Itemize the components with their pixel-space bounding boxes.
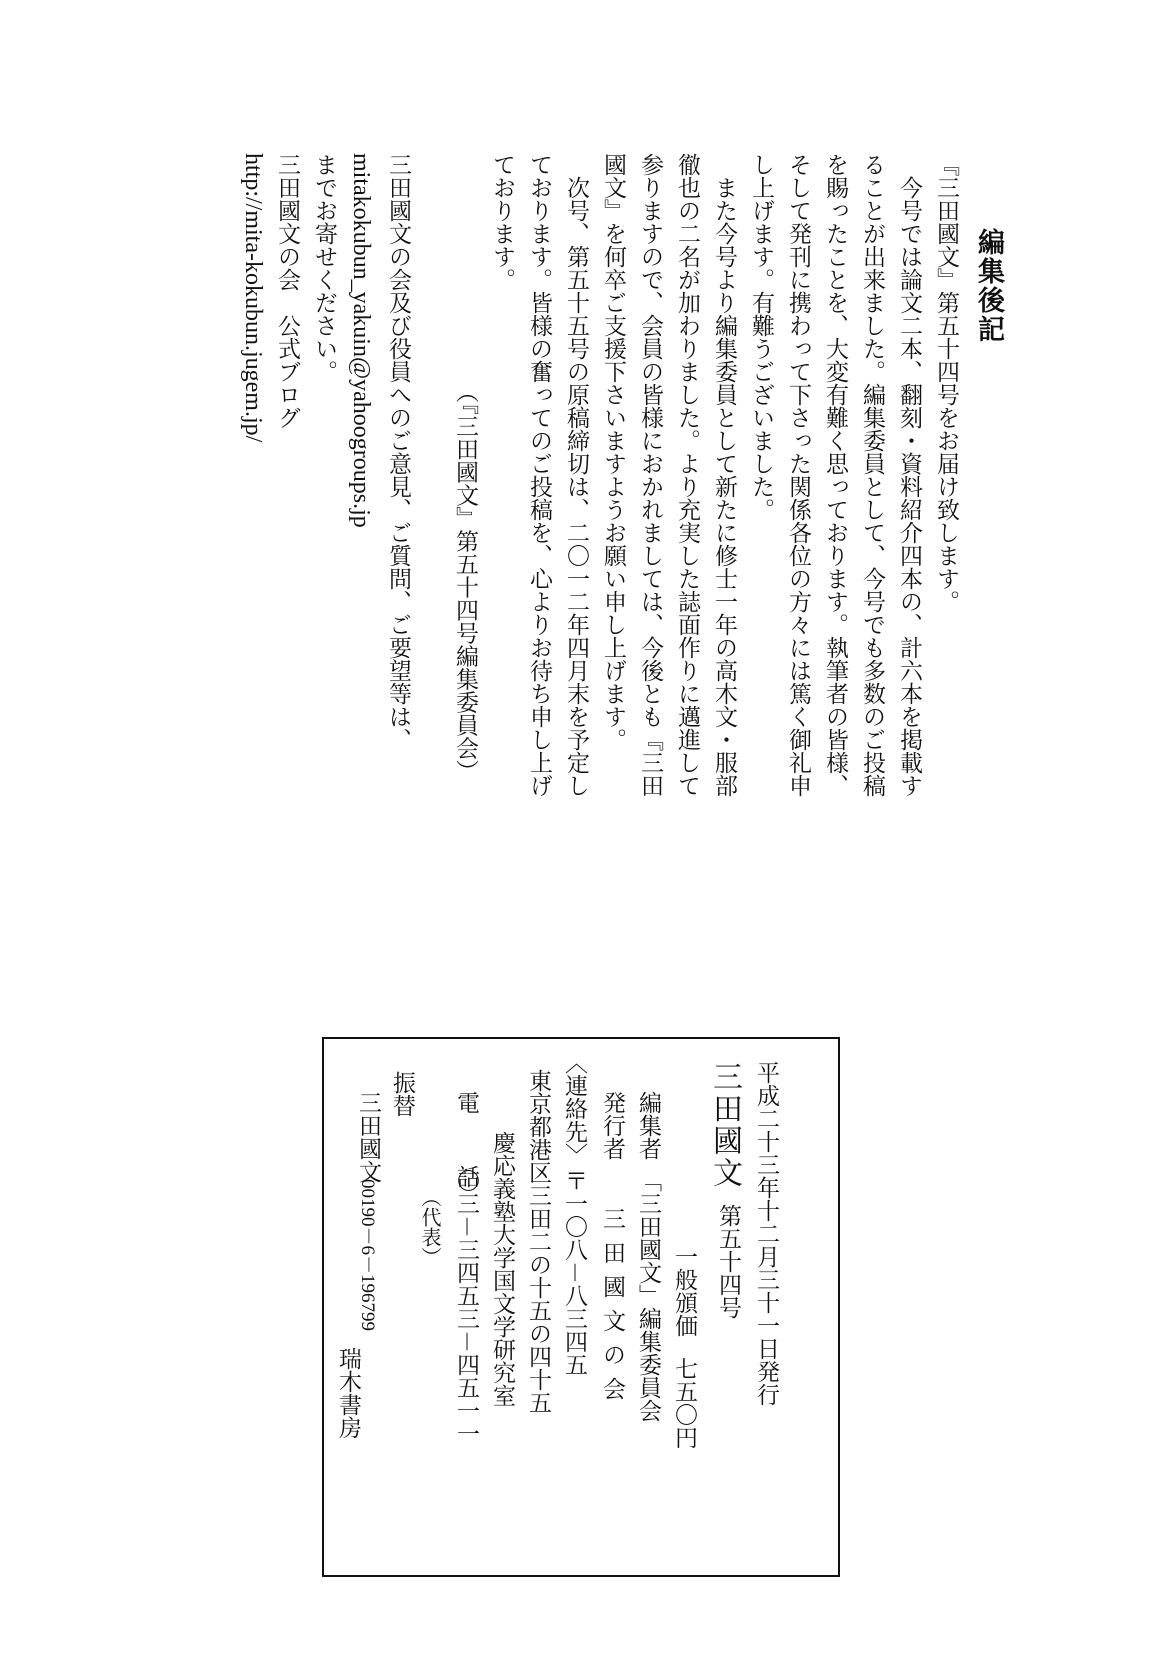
afterword-line: 次号、第五十五号の原稿締切は、二〇一二年四月末を予定し: [563, 153, 589, 797]
blog-url[interactable]: http://mita-kokubun.jugem.jp/: [240, 153, 266, 443]
afterword-line: そして発刊に携わって下さった関係各位の方々には篤く御礼申: [785, 153, 811, 797]
contact-line: 三田國文の会 公式ブログ: [274, 153, 300, 429]
address-line: 東京都港区三田二の十五の四十五: [525, 1069, 551, 1414]
printer-name: 瑞木書房: [335, 1347, 361, 1439]
issue-number: 第五十四号: [715, 1204, 741, 1319]
afterword-line: ております。皆様の奮ってのご投稿を、心よりお待ち申し上げ: [526, 153, 552, 797]
price-value: 七五〇円: [671, 1357, 697, 1449]
afterword-line: を賜ったことを、大変有難く思っております。執筆者の皆様、: [822, 153, 848, 797]
editor-label: 編集者: [635, 1091, 661, 1160]
postal-code: 〒一〇八－八三四五: [561, 1169, 587, 1376]
colophon-box: [322, 1037, 840, 1577]
publisher-label: 発行者: [599, 1091, 625, 1160]
phone-value: 〇三－三四五三－四五一一: [453, 1169, 479, 1445]
afterword-signature: （『三田國文』第五十四号編集委員会）: [452, 380, 478, 783]
address-line: 慶応義塾大学国文学研究室: [489, 1131, 515, 1407]
afterword-line: ることが出来ました。編集委員として、今号でも多数のご投稿: [859, 153, 885, 797]
contact-line: 三田國文の会及び役員へのご意見、ご質問、ご要望等は、: [385, 153, 411, 751]
price-label: 一般頒価: [671, 1245, 697, 1337]
contact-label: 〈連絡先〉: [561, 1051, 587, 1166]
afterword-title: 編集後記: [973, 228, 1004, 344]
afterword-line: 國文』を何卒ご支援下さいますようお願い申し上げます。: [600, 153, 626, 751]
afterword-line: し上げます。有難うございました。: [748, 153, 774, 521]
phone-note: （代表）: [418, 1187, 442, 1267]
journal-title: 三田國文: [707, 1061, 742, 1189]
afterword-line: 『三田國文』第五十四号をお届け致します。: [933, 153, 959, 613]
editor-value: 「三田國文」編集委員会: [635, 1169, 661, 1422]
afterword-line: ております。: [489, 153, 515, 291]
contact-line: までお寄せください。: [311, 153, 337, 383]
afterword-line: 今号では論文二本、翻刻・資料紹介四本の、計六本を掲載す: [896, 153, 922, 797]
afterword-line: また今号より編集委員として新たに修士一年の高木文・服部: [711, 153, 737, 797]
contact-email[interactable]: mitakokubun_yakuin@yahoogroups.jp: [348, 153, 374, 528]
transfer-name: 三田國文: [355, 1091, 381, 1183]
afterword-line: 参りますので、会員の皆様におかれましては、今後とも『三田: [637, 153, 663, 797]
transfer-label: 振替: [389, 1071, 415, 1117]
transfer-number: 00190－6－196799: [357, 1179, 378, 1332]
phone-label: 電 話: [453, 1091, 479, 1202]
issue-date: 平成二十三年十二月三十一日発行: [753, 1061, 779, 1406]
publisher-value: 三田國文の会: [599, 1207, 625, 1411]
afterword-line: 徹也の二名が加わりました。より充実した誌面作りに邁進して: [674, 153, 700, 797]
